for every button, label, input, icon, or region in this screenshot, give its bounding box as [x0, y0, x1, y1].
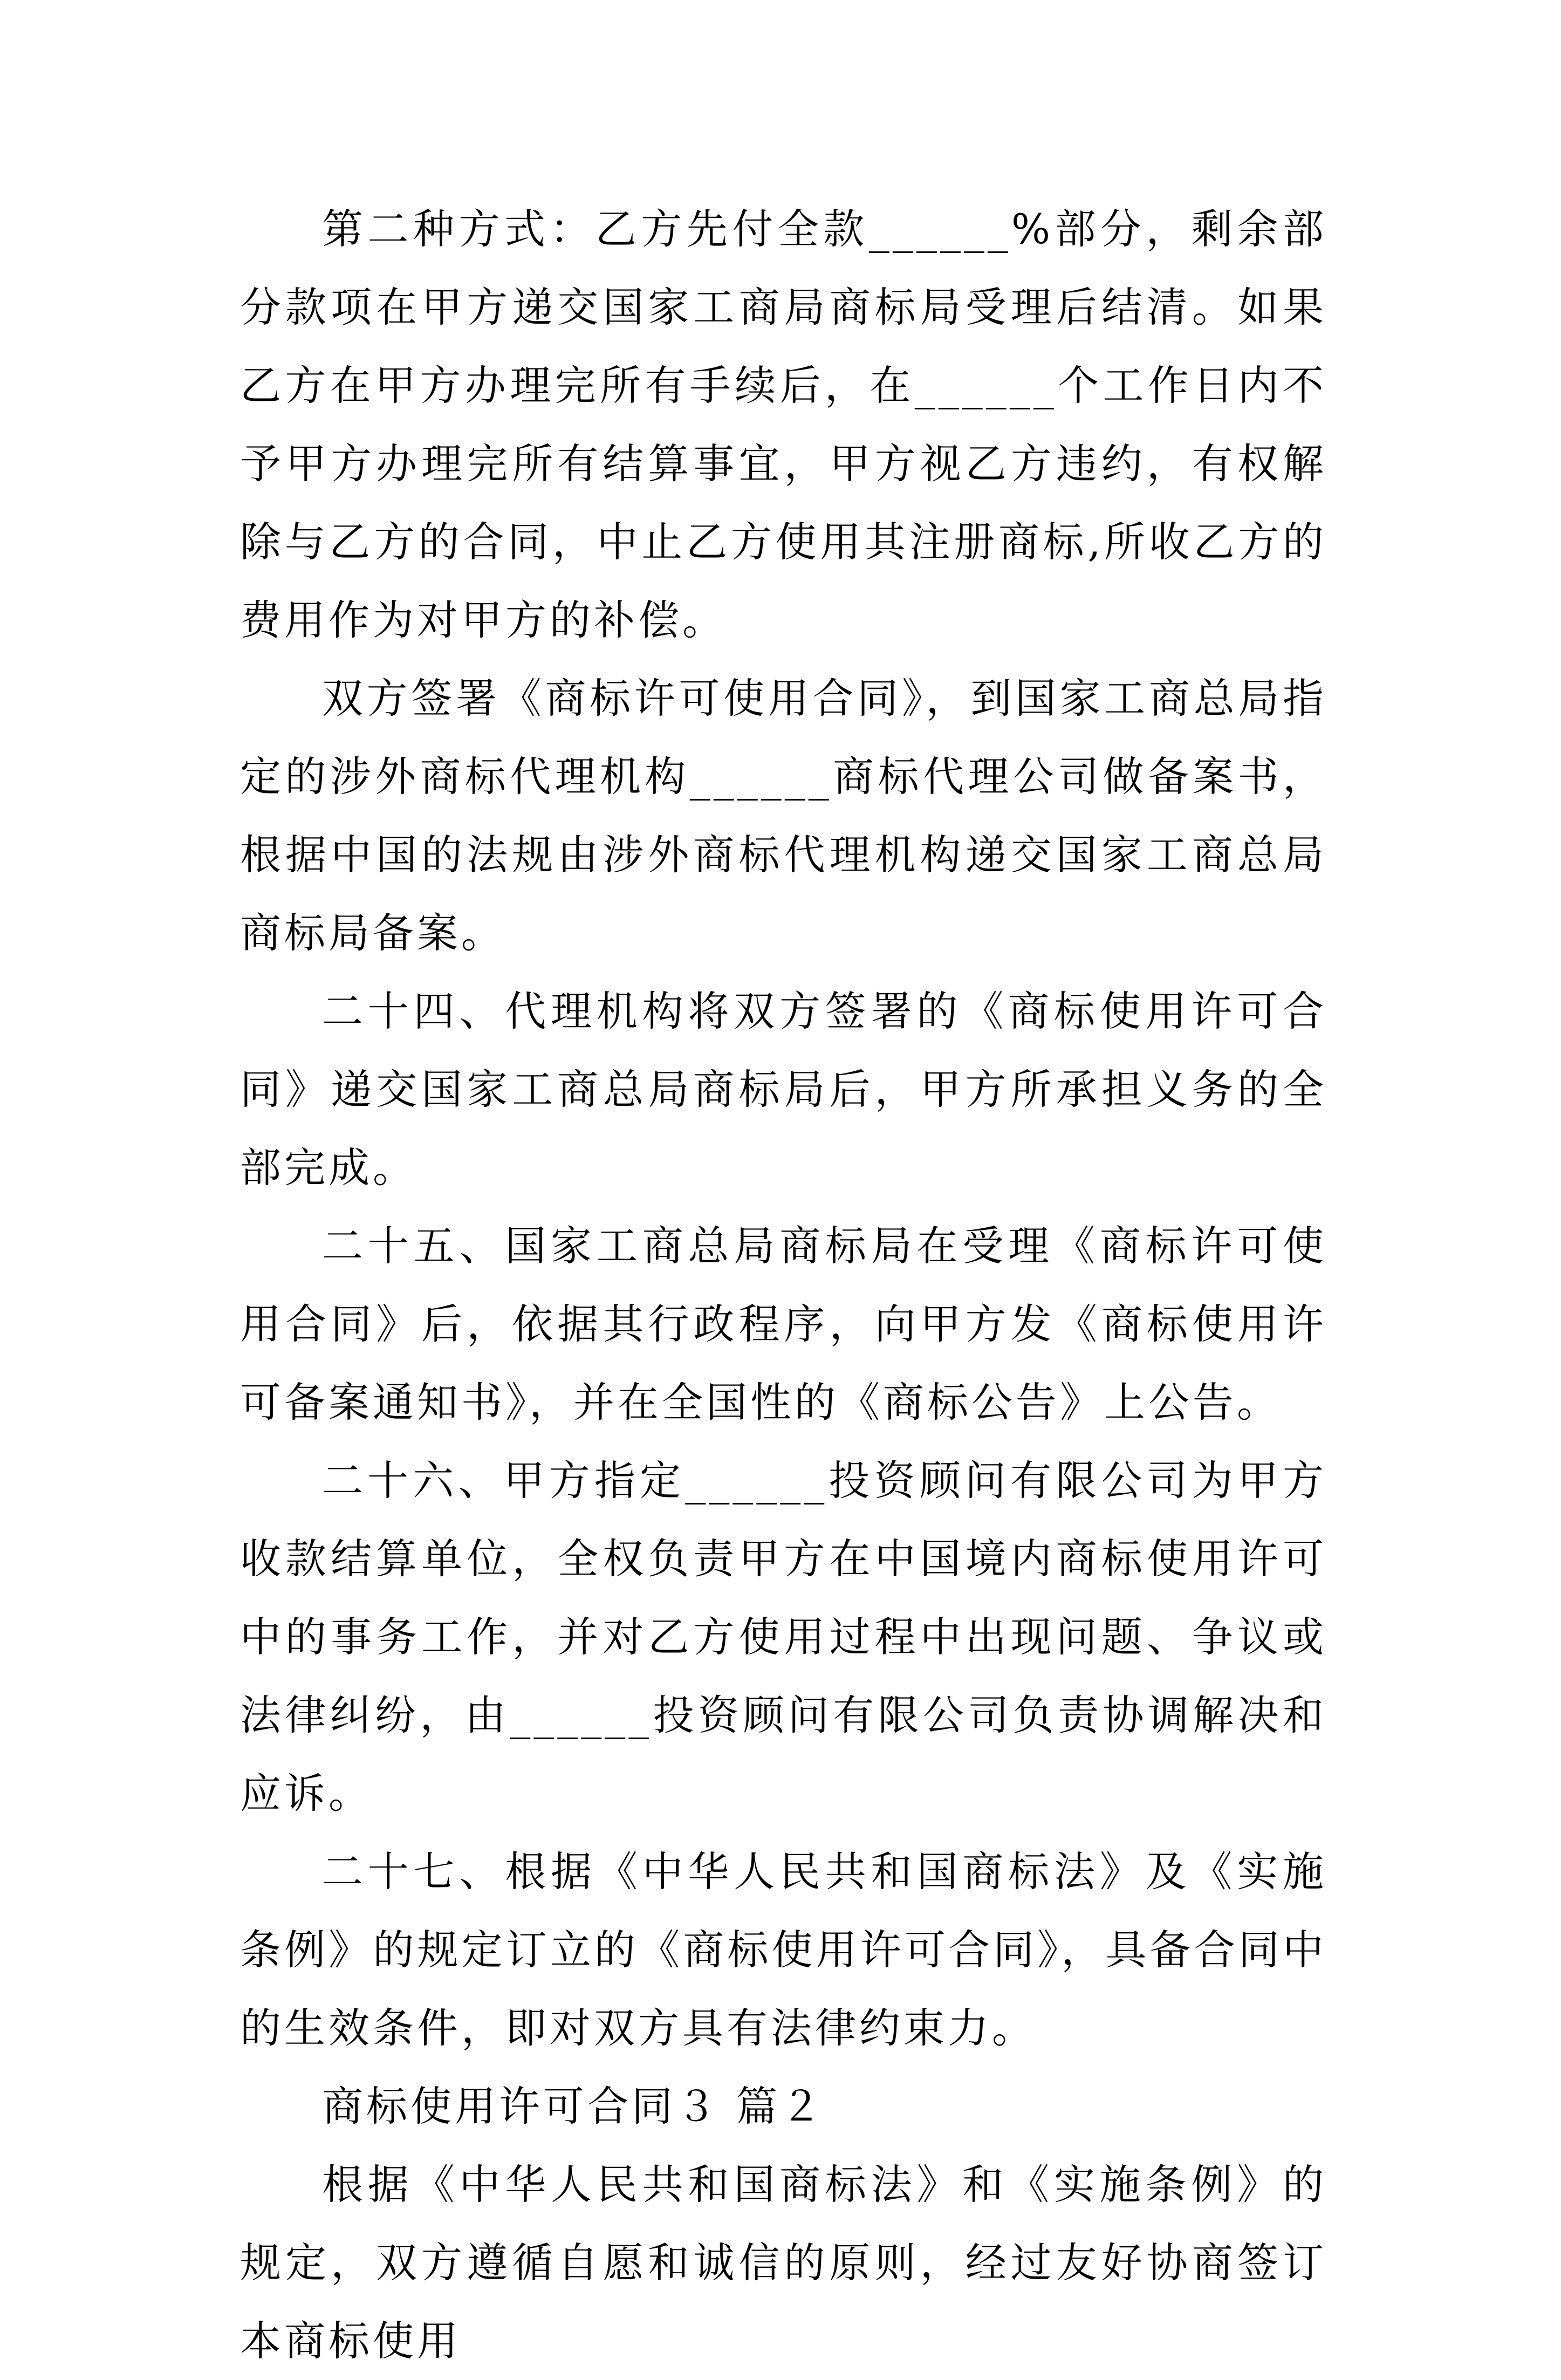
paragraph-clause-25: 二十五、国家工商总局商标局在受理《商标许可使用合同》后，依据其行政程序，向甲方发《商标使用许可备案通知书》，并在全国性的《商标公告》上公告。: [240, 1222, 1327, 1426]
paragraph-clause-26: 二十六、甲方指定______投资顾问有限公司为甲方收款结算单位，全权负责甲方在中国境内商标使用许可中的事务工作，并对乙方使用过程中出现问题、争议或法律纠纷，由______投资顾问有限公司负责协调解决和应诉。: [240, 1456, 1327, 1817]
paragraph-clause-27: 二十七、根据《中华人民共和国商标法》及《实施条例》的规定订立的《商标使用许可合同》，具备合同中的生效条件，即对双方具有法律约束力。: [240, 1848, 1327, 2052]
paragraph-filing: 双方签署《商标许可使用合同》，到国家工商总局指定的涉外商标代理机构______商标代理公司做备案书，根据中国的法规由涉外商标代理机构递交国家工商总局商标局备案。: [240, 674, 1327, 957]
section-heading: 商标使用许可合同３ 篇２: [322, 2082, 825, 2130]
paragraph-preamble: 根据《中华人民共和国商标法》和《实施条例》的规定，双方遵循自愿和诚信的原则，经过友好协商签订本商标使用: [240, 2160, 1327, 2365]
paragraph-payment-method-two: 第二种方式：乙方先付全款______%部分，剩余部分款项在甲方递交国家工商局商标局受理后结清。如果乙方在甲方办理完所有手续后，在______个工作日内不予甲方办理完所有结算事宜，甲方视乙方违约，有权解除与乙方的合同，中止乙方使用其注册商标,所收乙方的费用作为对甲方的补偿。: [240, 205, 1327, 644]
document-body: [240, 190, 1327, 2380]
paragraph-clause-24: 二十四、代理机构将双方签署的《商标使用许可合同》递交国家工商总局商标局后，甲方所承担义务的全部完成。: [240, 987, 1327, 1192]
